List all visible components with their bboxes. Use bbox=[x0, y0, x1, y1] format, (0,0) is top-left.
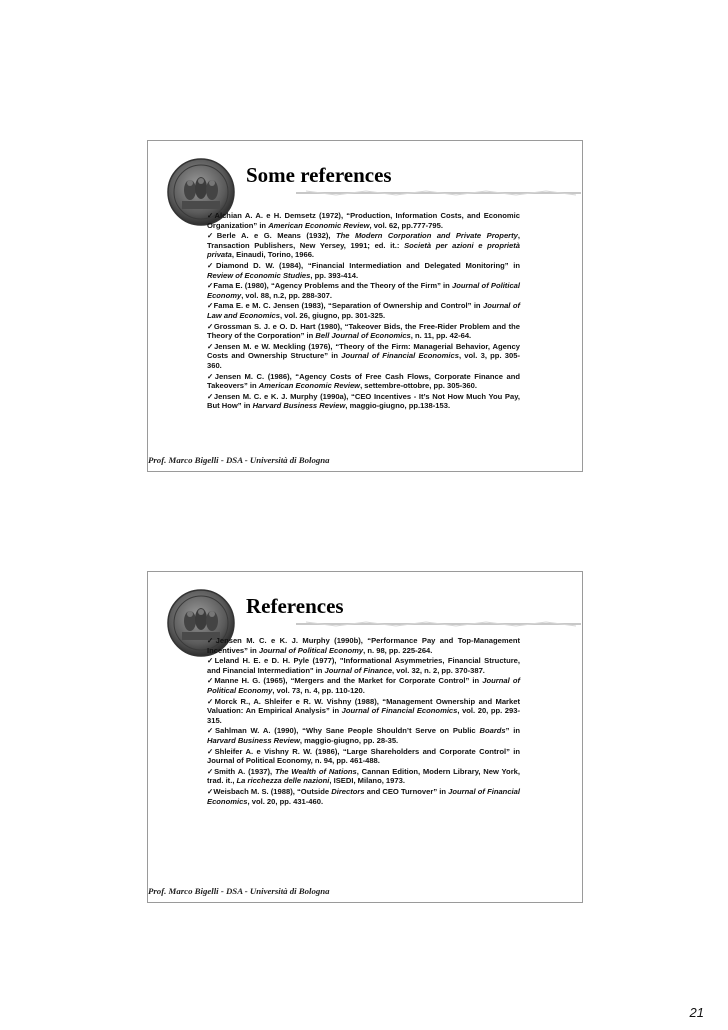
reference-italic-text: Harvard Business Review bbox=[207, 735, 300, 745]
slide-title: Some references bbox=[246, 163, 392, 187]
reference-italic-text: Journal of Political Economy bbox=[207, 281, 520, 300]
reference-text: ✓Sahlman W. A. (1990), “Why Sane People Shouldn’t Serve on Public bbox=[207, 726, 480, 736]
reference-text: , vol. 26, giugno, pp. 301-325. bbox=[280, 310, 386, 320]
reference-text: ✓Smith A. (1937), bbox=[207, 766, 275, 776]
reference-text: ✓Jensen M. C. e K. J. Murphy (1990a), “CEO Incentives - It’s Not How Much You Pay, But How” in bbox=[207, 391, 520, 411]
reference-list bbox=[207, 211, 520, 412]
reference-text: , vol. 3, pp. 305-360. bbox=[207, 351, 520, 370]
reference-text: ✓Grossman S. J. e O. D. Hart (1980), “Takeover Bids, the Free-Rider Problem and the Theory of the Corporation” in bbox=[207, 321, 520, 341]
reference-text: ✓Jensen M. e W. Meckling (1976), “Theory of the Firm: Managerial Behavior, Agency Costs and Ownership Structure” in bbox=[207, 341, 520, 361]
reference-text: ✓Diamond D. W. (1984), “Financial Intermediation and Delegated Monitoring” in bbox=[207, 260, 520, 270]
reference-text: ✓Jensen M. C. (1986), “Agency Costs of Free Cash Flows, Corporate Finance and Takeovers” in bbox=[207, 371, 520, 391]
reference-item bbox=[207, 342, 520, 371]
reference-text: ✓Manne H. G. (1965), “Mergers and the Market for Corporate Control” in bbox=[207, 676, 483, 686]
reference-italic-text: The Modern Corporation and Private Property bbox=[335, 231, 518, 241]
reference-text: , vol. 32, n. 2, pp. 370-387. bbox=[392, 665, 485, 675]
reference-italic-text: The Wealth of Nations bbox=[274, 766, 357, 776]
reference-list bbox=[207, 636, 520, 807]
title-underline-decoration-icon bbox=[296, 620, 581, 628]
slide-title: References bbox=[246, 594, 344, 618]
reference-text: ✓Alchian A. A. e H. Demsetz (1972), “Production, Information Costs, and Economic Organization” in bbox=[207, 211, 520, 230]
reference-item bbox=[207, 322, 520, 341]
reference-text: ✓Fama E. e M. C. Jensen (1983), “Separation of Ownership and Control” in bbox=[207, 301, 483, 311]
reference-italic-text: Journal of Political Economy bbox=[258, 645, 364, 655]
reference-italic-text: Journal of Political Economy bbox=[207, 676, 520, 695]
reference-text: and CEO Turnover” in bbox=[364, 786, 449, 796]
reference-item bbox=[207, 787, 520, 806]
reference-text: ✓Jensen M. C. e K. J. Murphy (1990b), “Performance Pay and Top-Management Incentives” in bbox=[207, 636, 520, 655]
slide-references bbox=[147, 571, 583, 903]
reference-text: , maggio-giugno, pp.138-153. bbox=[345, 401, 451, 411]
reference-text: , vol. 88, n.2, pp. 288-307. bbox=[241, 290, 332, 300]
reference-text: , vol. 73, n. 4, pp. 110-120. bbox=[272, 685, 365, 695]
reference-italic-text: Boards bbox=[479, 726, 506, 736]
reference-italic-text: Journal of Law and Economics bbox=[207, 301, 520, 320]
reference-text: , vol. 20, pp. 293-315. bbox=[207, 706, 520, 725]
reference-text: ✓Shleifer A. e Vishny R. W. (1986), “Large Shareholders and Corporate Control” in Journal of Political Economy, n. 94, pp. 461-488. bbox=[207, 746, 520, 766]
reference-italic-text: Journal of Financial Economics bbox=[207, 786, 520, 806]
reference-text: , maggio-giugno, pp. 28-35. bbox=[299, 735, 399, 745]
reference-item bbox=[207, 281, 520, 300]
reference-italic-text: La ricchezza delle nazioni bbox=[236, 776, 330, 786]
page-number: 21 bbox=[689, 1005, 704, 1020]
reference-italic-text: Bell Journal of Economics bbox=[315, 331, 411, 341]
reference-italic-text: American Economic Review bbox=[268, 220, 370, 230]
reference-italic-text: American Economic Review bbox=[258, 381, 361, 391]
slide-some-references bbox=[147, 140, 583, 472]
reference-item bbox=[207, 211, 520, 230]
reference-item bbox=[207, 656, 520, 675]
reference-text: ✓Leland H. E. e D. H. Pyle (1977), "Informational Asymmetries, Financial Structure, and Financial Intermediation" in bbox=[207, 656, 520, 675]
reference-text: , settembre-ottobre, pp. 305-360. bbox=[360, 381, 477, 391]
reference-item bbox=[207, 261, 520, 280]
reference-text: , Transaction Publishers, New Yersey, 1991; ed. it.: bbox=[207, 231, 520, 250]
reference-text: , Cannan Edition, Modern Library, New York, trad. it., bbox=[207, 766, 520, 786]
reference-text: , ISEDI, Milano, 1973. bbox=[329, 776, 405, 786]
reference-item bbox=[207, 767, 520, 786]
reference-text: , vol. 20, pp. 431-460. bbox=[247, 796, 324, 806]
reference-text: , Einaudi, Torino, 1966. bbox=[231, 250, 315, 260]
title-underline-decoration-icon bbox=[296, 189, 581, 197]
slide-footer: Prof. Marco Bigelli - DSA - Università di Bologna bbox=[148, 886, 330, 896]
slide-footer: Prof. Marco Bigelli - DSA - Università di Bologna bbox=[148, 455, 330, 465]
reference-italic-text: Review of Economic Studies bbox=[207, 270, 311, 280]
reference-text: , pp. 393-414. bbox=[310, 270, 359, 280]
reference-italic-text: Journal of Finance bbox=[324, 665, 393, 675]
reference-text: ✓Berle A. e G. Means (1932), bbox=[207, 231, 336, 241]
reference-item bbox=[207, 697, 520, 726]
reference-italic-text: Journal of Financial Economics bbox=[341, 351, 459, 361]
reference-text: ” in bbox=[505, 726, 520, 736]
reference-item bbox=[207, 636, 520, 655]
reference-text: ✓Weisbach M. S. (1988), “Outside bbox=[207, 786, 332, 796]
reference-text: , n. 11, pp. 42-64. bbox=[410, 331, 472, 341]
reference-item bbox=[207, 372, 520, 391]
reference-italic-text: Società per azioni e proprietà privata bbox=[207, 240, 521, 260]
reference-item bbox=[207, 676, 520, 695]
reference-italic-text: Harvard Business Review bbox=[252, 401, 346, 411]
reference-item bbox=[207, 726, 520, 745]
reference-item bbox=[207, 301, 520, 320]
reference-italic-text: Journal of Financial Economics bbox=[341, 706, 458, 716]
reference-item bbox=[207, 231, 520, 260]
reference-item bbox=[207, 392, 520, 411]
reference-text: , vol. 62, pp.777-795. bbox=[369, 220, 443, 230]
reference-text: , n. 98, pp. 225-264. bbox=[363, 645, 433, 655]
reference-italic-text: Directors bbox=[331, 786, 365, 796]
reference-text: ✓Morck R., A. Shleifer e R. W. Vishny (1988), “Management Ownership and Market Valuation: An Empirical Analysis” in bbox=[207, 696, 520, 716]
reference-item bbox=[207, 747, 520, 766]
reference-text: ✓Fama E. (1980), “Agency Problems and the Theory of the Firm” in bbox=[207, 281, 452, 291]
